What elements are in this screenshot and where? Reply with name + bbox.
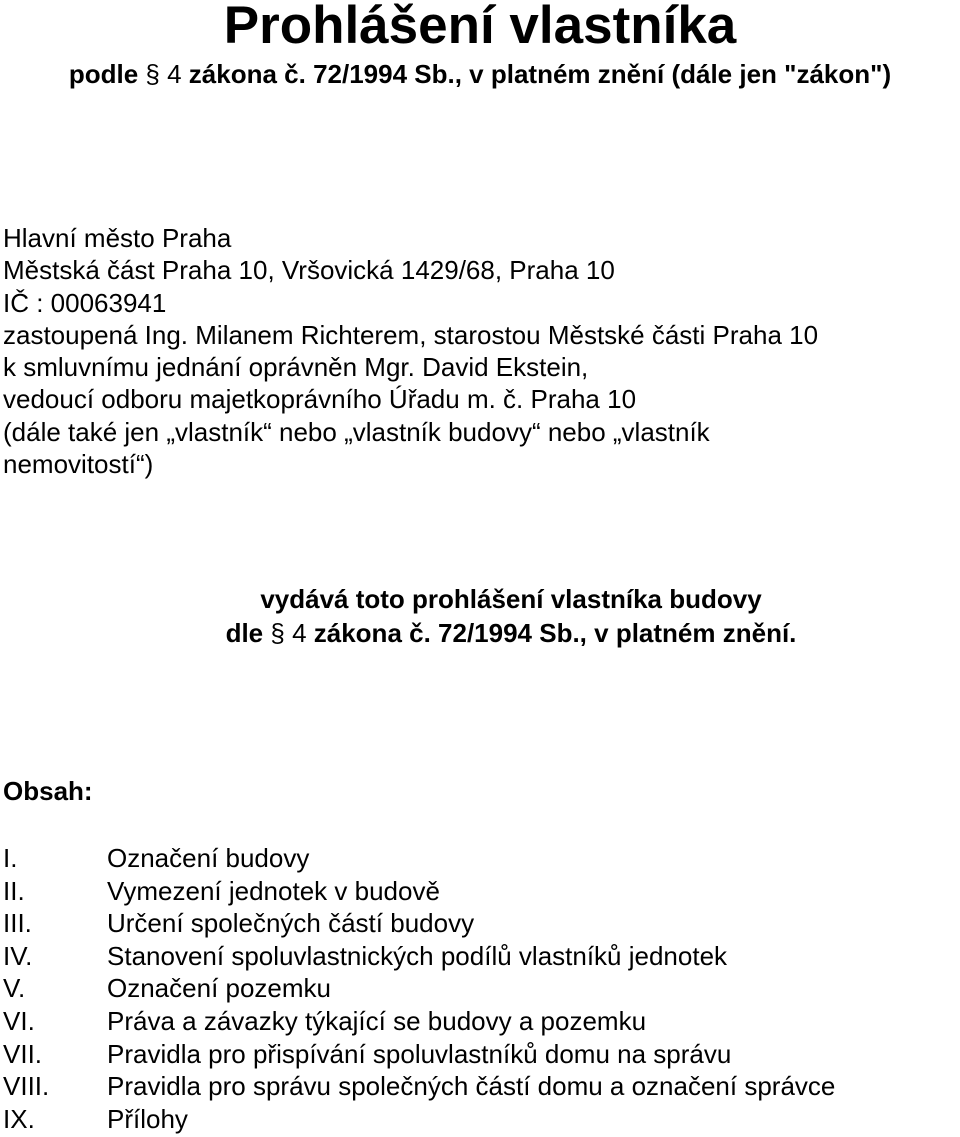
declaration-suffix: zákona č. 72/1994 Sb., v platném znění.: [306, 618, 797, 648]
declaration-block: [0, 582, 960, 650]
declaration-section-number: 4: [284, 618, 307, 648]
owner-line-4: zastoupená Ing. Milanem Richterem, starostou Městské části Praha 10: [3, 319, 819, 350]
contents-heading: Obsah:: [3, 776, 93, 806]
owner-block: [3, 222, 818, 480]
toc-item-number: VIII.: [3, 1071, 50, 1102]
declaration-line-2: [0, 616, 960, 650]
toc-item-number: IV.: [3, 940, 33, 971]
toc-item-number: V.: [3, 973, 26, 1004]
toc-item-text: Přílohy: [107, 1103, 188, 1134]
toc-item-text: Vymezení jednotek v budově: [107, 875, 440, 906]
section-sign: §: [145, 59, 160, 89]
subtitle-prefix: podle: [68, 59, 146, 89]
toc-item-number: IX.: [3, 1103, 35, 1134]
owner-line-5: k smluvnímu jednání oprávněn Mgr. David Ekstein,: [3, 352, 589, 383]
toc-item-text: Pravidla pro správu společných částí domu a označení správce: [107, 1071, 836, 1102]
toc-item-text: Označení pozemku: [107, 973, 332, 1004]
subtitle-suffix: zákona č. 72/1994 Sb., v platném znění (dále jen "zákon"): [181, 59, 892, 89]
document-title: Prohlášení vlastníka: [223, 0, 737, 55]
owner-line-3: IČ : 00063941: [3, 287, 167, 318]
owner-line-8: nemovitostí“): [3, 449, 154, 480]
declaration-line-1: vydává toto prohlášení vlastníka budovy: [260, 584, 762, 614]
toc-item-text: Označení budovy: [107, 843, 310, 873]
owner-line-7: (dále také jen „vlastník“ nebo „vlastník budovy“ nebo „vlastník: [3, 416, 710, 447]
toc-item-number: II.: [3, 875, 25, 906]
owner-line-1: Hlavní město Praha: [3, 223, 232, 253]
document-subtitle: [0, 57, 960, 91]
owner-line-6: vedoucí odboru majetkoprávního Úřadu m. č. Praha 10: [3, 384, 637, 415]
owner-line-2: Městská část Praha 10, Vršovická 1429/68, Praha 10: [3, 255, 615, 286]
toc-item-text: Stanovení spoluvlastnických podílů vlastníků jednotek: [107, 940, 728, 971]
toc-item-text: Pravidla pro přispívání spoluvlastníků domu na správu: [107, 1038, 732, 1069]
toc-item-text: Určení společných částí budovy: [107, 908, 475, 939]
declaration-prefix: dle: [225, 618, 271, 648]
section-number: 4: [159, 59, 182, 89]
declaration-section-sign: §: [270, 618, 285, 648]
toc-item-number: III.: [3, 908, 32, 939]
toc-item-number: VI.: [3, 1005, 35, 1036]
toc-item-number: I.: [3, 843, 18, 873]
toc-item-text: Práva a závazky týkající se budovy a pozemku: [107, 1005, 647, 1036]
toc-item-number: VII.: [3, 1038, 43, 1069]
